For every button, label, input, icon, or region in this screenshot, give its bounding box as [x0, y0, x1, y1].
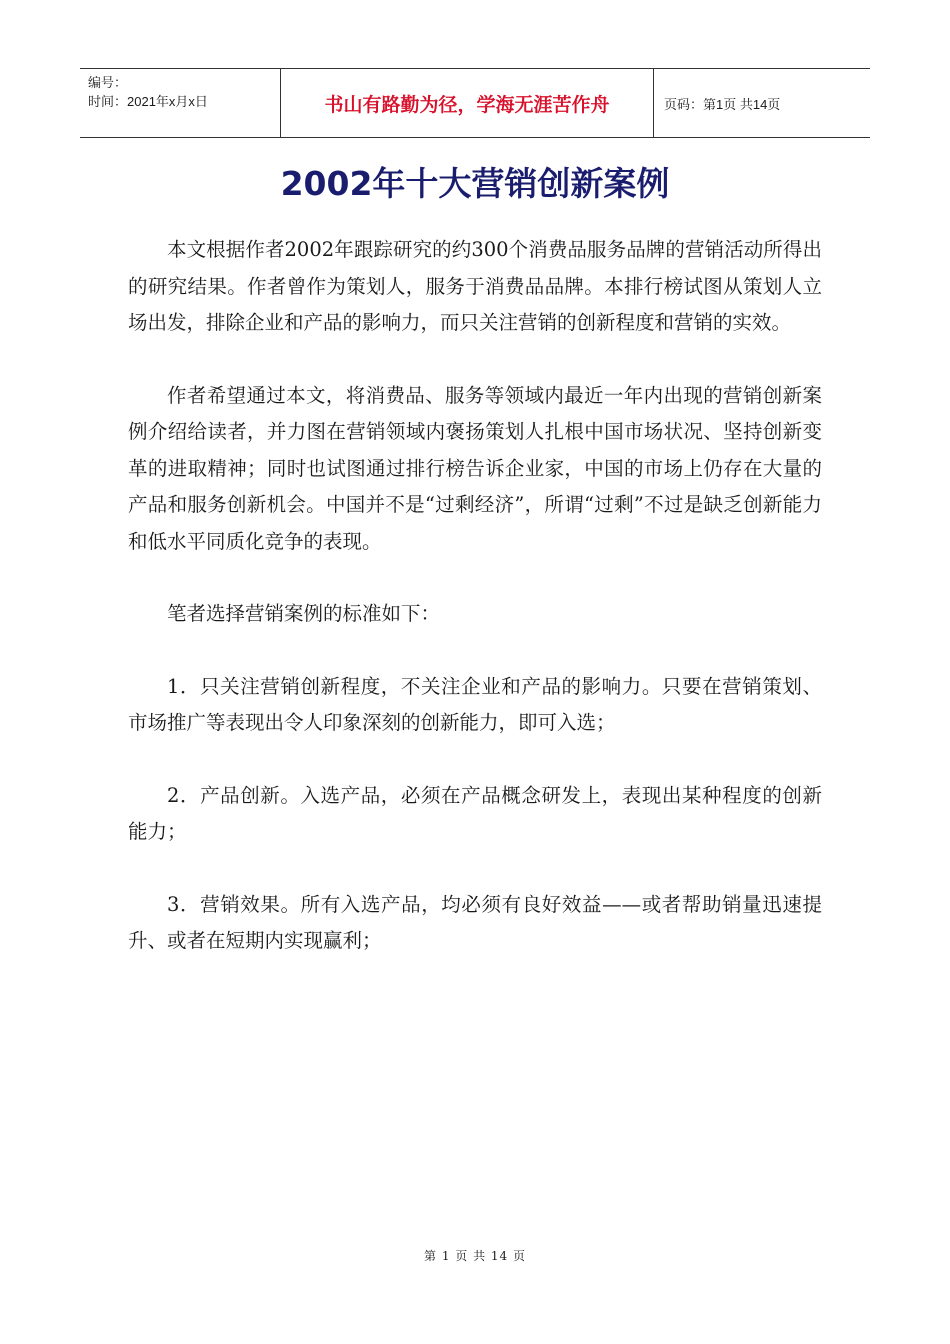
- paragraph: 本文根据作者2002年跟踪研究的约300个消费品服务品牌的营销活动所得出的研究结果。作者曾作为策划人，服务于消费品品牌。本排行榜试图从策划人立场出发，排除企业和产品的影响力，而只关注营销的创新程度和营销的实效。: [128, 238, 822, 334]
- paragraph: 3．营销效果。所有入选产品，均必须有良好效益——或者帮助销量迅速提升、或者在短期内实现赢利；: [128, 892, 822, 952]
- paragraph: 作者希望通过本文，将消费品、服务等领域内最近一年内出现的营销创新案例介绍给读者，并力图在营销领域内褒扬策划人扎根中国市场状况、坚持创新变革的进取精神；同时也试图通过排行榜告诉企业家，中国的市场上仍存在大量的产品和服务创新机会。中国并不是“过剩经济”，所谓“过剩”不过是缺乏创新能力和低水平同质化竞争的表现。: [128, 383, 822, 553]
- document-body: [128, 232, 822, 996]
- time-label: 时间：2021年x月x日: [88, 94, 208, 109]
- header-motto: 书山有路勤为径，学海无涯苦作舟: [281, 69, 654, 137]
- document-title: 2002年十大营销创新案例: [280, 164, 670, 203]
- document-header: [80, 68, 870, 138]
- header-page-info: 页码：第1页 共14页: [664, 96, 781, 112]
- paragraph: 2．产品创新。入选产品，必须在产品概念研发上，表现出某种程度的创新能力；: [128, 783, 822, 843]
- page-footer: 第 1 页 共 14 页: [424, 1249, 526, 1263]
- number-label: 编号：: [88, 75, 128, 90]
- paragraph: 笔者选择营销案例的标准如下：: [167, 602, 441, 625]
- header-meta-cell: [80, 69, 281, 137]
- paragraph: 1．只关注营销创新程度，不关注企业和产品的影响力。只要在营销策划、市场推广等表现出令人印象深刻的创新能力，即可入选；: [128, 674, 822, 734]
